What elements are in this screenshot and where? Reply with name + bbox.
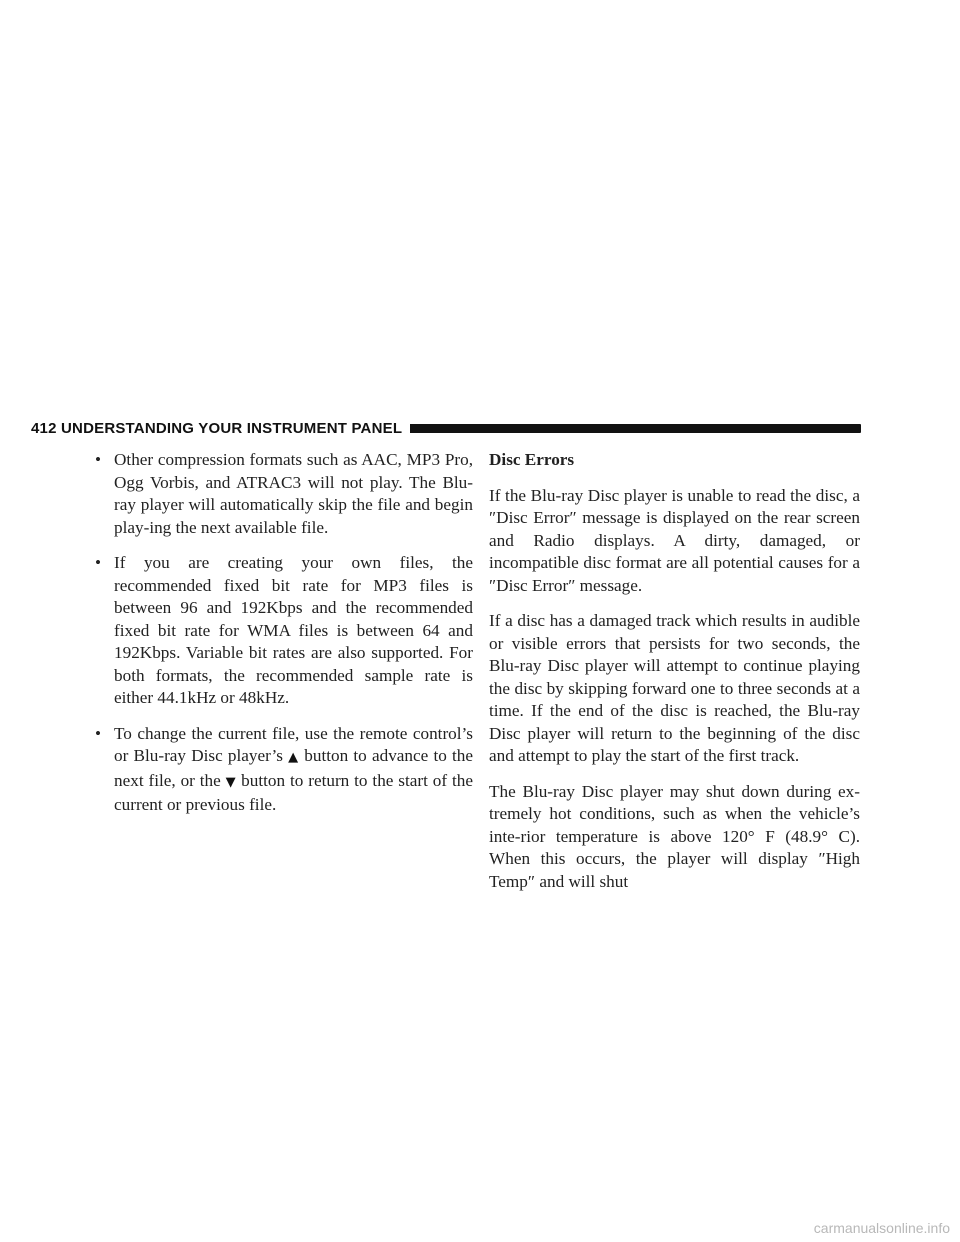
bullet-text-part2: button to advance to the next file, or the [114, 746, 474, 790]
page-number: 412 [31, 419, 57, 437]
paragraph: The Blu-ray Disc player may shut down during ex-tremely hot conditions, such as when the vehicle’s inte-rior temperature is above 120° F (48.9° C). When this occurs, the player will display ″High Temp″ and will shut [489, 781, 860, 891]
bullet-text: If you are creating your own files, the recommended fixed bit rate for MP3 files is between 96 and 192Kbps and the recommended fixed bit rate for WMA files is between 64 and 192Kbps. Variable bit rates are also supported. For both formats, the recommended sample rate is either 44.1kHz or 48kHz. [114, 553, 473, 707]
bullet-text-part3: button to return to the start of the current or previous file. [114, 770, 473, 814]
header-text [31, 420, 410, 437]
header-rule [410, 424, 861, 433]
bullet-text: Other compression formats such as AAC, MP3 Pro, Ogg Vorbis, and ATRAC3 will not play. The Blu-ray player will automatically skip the file and begin play-ing the next available file. [114, 450, 473, 537]
bullet-text-part1: To change the current file, use the remote control’s or Blu-ray Disc player’s [114, 723, 473, 765]
bullet-icon: • [95, 553, 102, 572]
right-column [489, 449, 860, 906]
bullet-icon: • [95, 450, 102, 469]
watermark: carmanualsonline.info [813, 1220, 950, 1236]
paragraph: If a disc has a damaged track which results in audible or visible errors that persists for two seconds, the Blu-ray Disc player will attempt to continue playing the disc by skipping forward one to three seconds at a time. If the end of the disc is reached, the Blu-ray Disc player will return to the beginning of the disc and attempt to play the start of the first track. [489, 611, 860, 765]
bullet-item [90, 552, 473, 710]
bullet-item [90, 449, 473, 539]
bullet-item [90, 723, 473, 817]
up-arrow-icon: ▲ [288, 750, 300, 765]
section-title: UNDERSTANDING YOUR INSTRUMENT PANEL [61, 419, 403, 437]
paragraph: If the Blu-ray Disc player is unable to read the disc, a ″Disc Error″ message is displayed on the rear screen and Radio displays. A dirty, damaged, or incompatible disc format are all potential causes for a ″Disc Error″ message. [489, 485, 860, 595]
down-arrow-icon: ▼ [225, 774, 237, 790]
bullet-icon: • [95, 723, 102, 743]
section-heading: Disc Errors [489, 450, 575, 469]
left-column [90, 449, 473, 830]
page-header [31, 413, 861, 443]
